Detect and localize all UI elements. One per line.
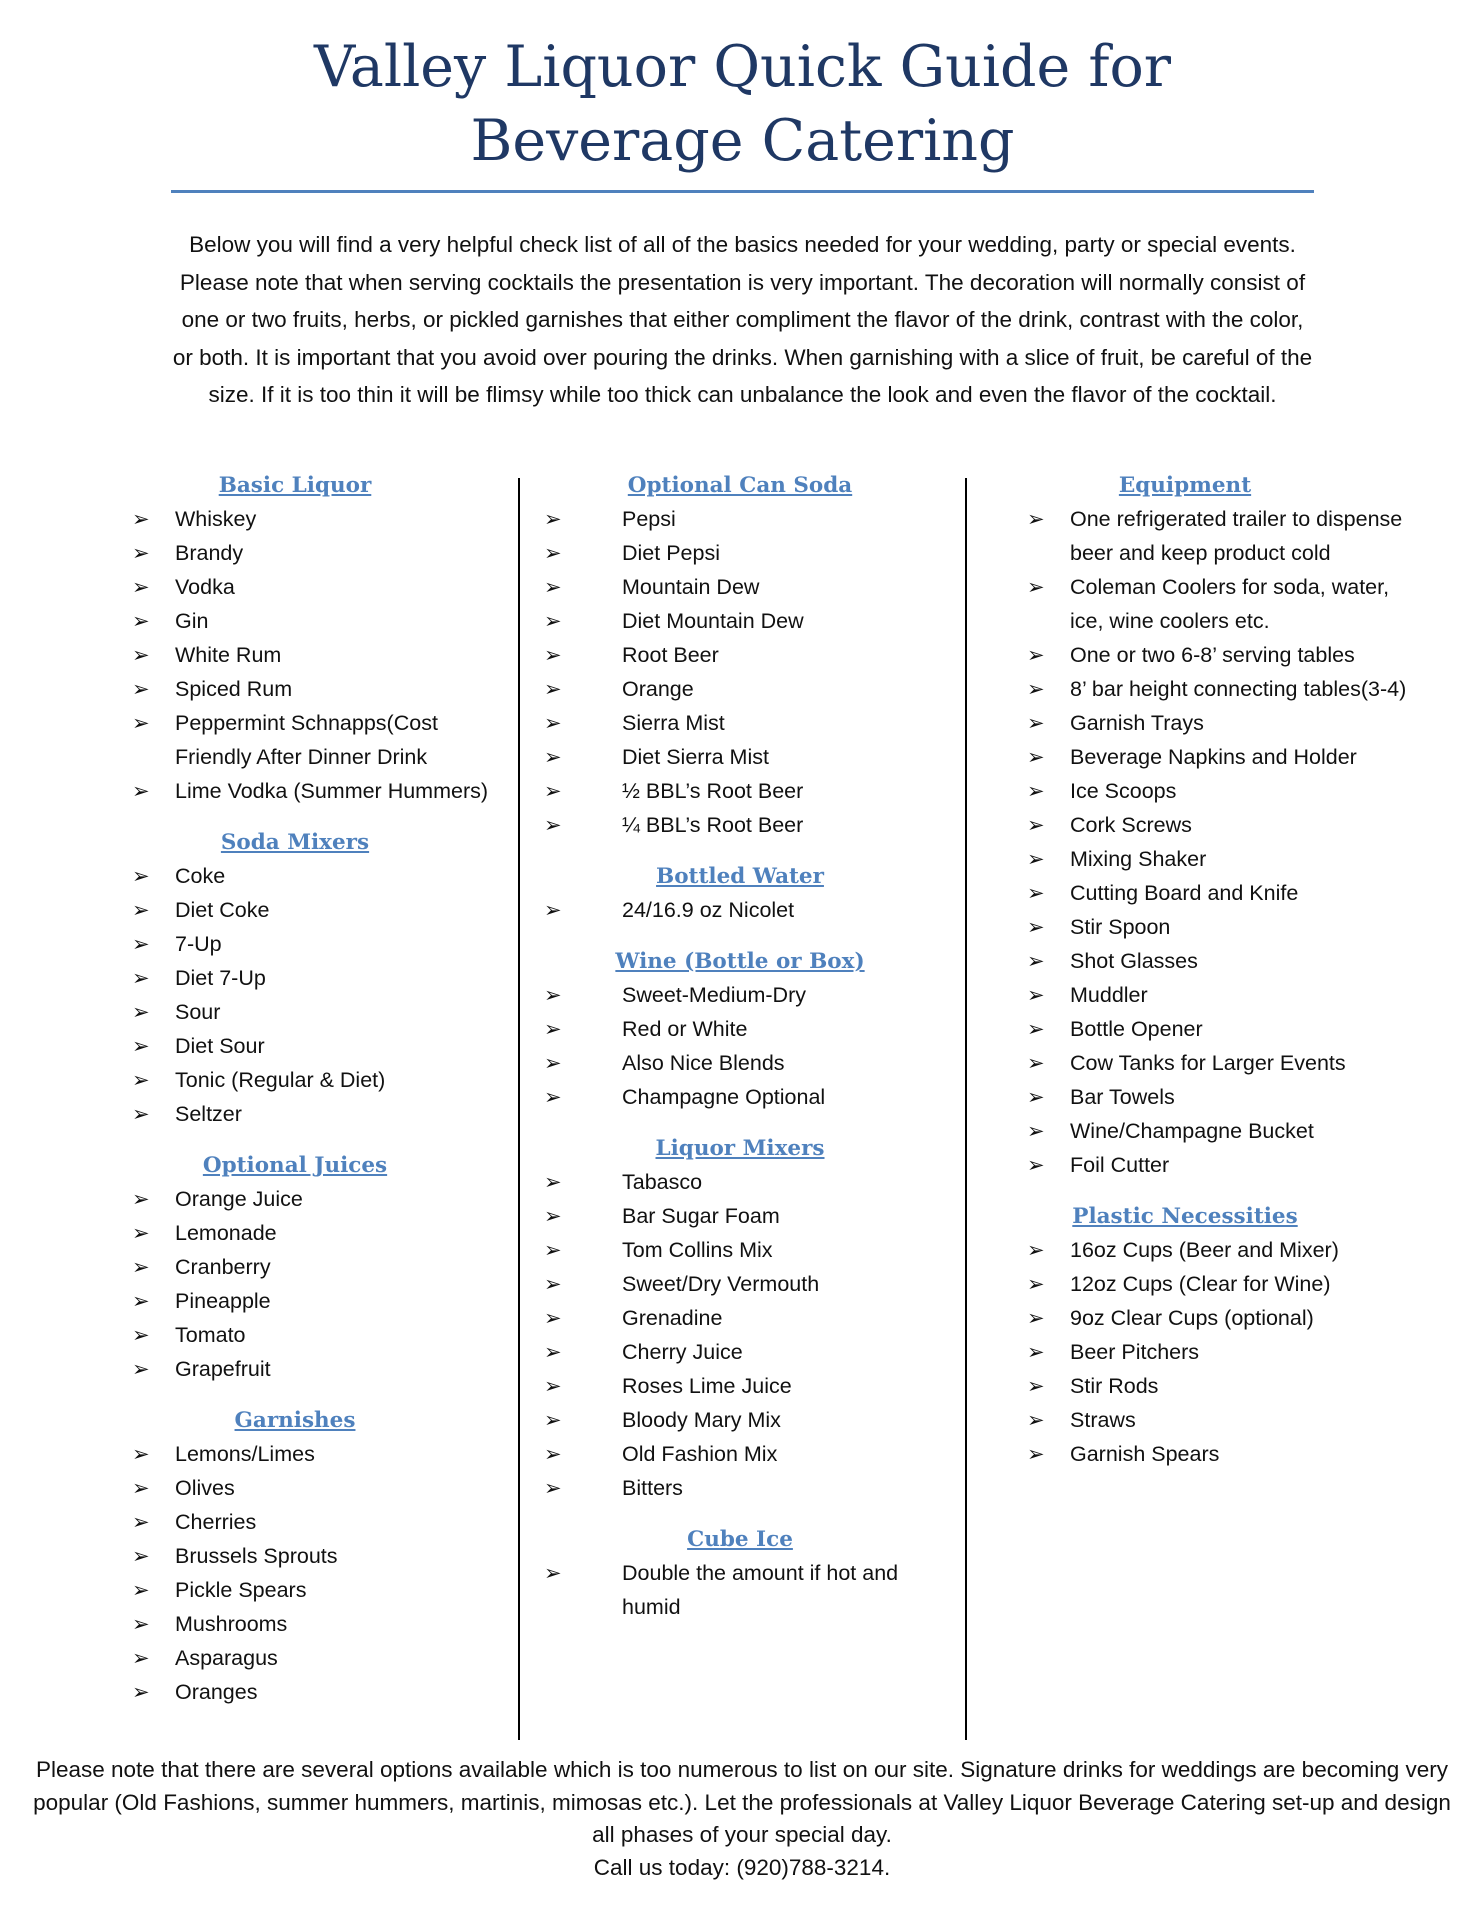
list-item-label: Diet 7-Up xyxy=(175,966,266,990)
section-cube-ice xyxy=(540,1524,960,1624)
list-item-label: Orange xyxy=(622,677,694,701)
section-equipment xyxy=(1025,470,1425,1182)
arrow-bullet-icon: ➢ xyxy=(544,1306,562,1330)
footer-text: Please note that there are several options available which is too numerous to list on our site. Signature drinks for weddings are becoming very popular (Old Fashions, summer hummers, martinis, mimosas etc.). Let the professionals at Valley Liquor Beverage Catering set-up and design all phases of your special day. xyxy=(33,1757,1451,1847)
arrow-bullet-icon: ➢ xyxy=(132,507,150,531)
list-item-label: Muddler xyxy=(1070,983,1148,1007)
list-item-label: Cow Tanks for Larger Events xyxy=(1070,1051,1346,1075)
list-item-label: Diet Sour xyxy=(175,1034,265,1058)
list-item xyxy=(1025,944,1425,978)
list-item-label: Diet Sierra Mist xyxy=(622,745,769,769)
list-item xyxy=(540,1012,960,1046)
intro-paragraph: Below you will find a very helpful check list of all of the basics needed for your wedding, party or special events. Please note that when serving cocktails the presentation is very important. The decoration will normally consist of one or two fruits, herbs, or pickled garnishes that either compliment the flavor of the drink, contrast with the color, or both. It is important that you avoid over pouring the drinks. When garnishing with a slice of fruit, be careful of the size. If it is too thin it will be flimsy while too thick can unbalance the look and even the flavor of the cocktail. xyxy=(172,232,1313,407)
list-item-label: Beverage Napkins and Holder xyxy=(1070,745,1357,769)
arrow-bullet-icon: ➢ xyxy=(132,1510,150,1534)
arrow-bullet-icon: ➢ xyxy=(132,575,150,599)
list-item-label: Bottle Opener xyxy=(1070,1017,1203,1041)
arrow-bullet-icon: ➢ xyxy=(132,1357,150,1381)
list-item-label: Bitters xyxy=(622,1476,683,1500)
arrow-bullet-icon: ➢ xyxy=(132,1646,150,1670)
list-item xyxy=(130,893,510,927)
list-item xyxy=(540,1471,960,1505)
list-item xyxy=(130,1097,510,1131)
arrow-bullet-icon: ➢ xyxy=(544,1408,562,1432)
arrow-bullet-icon: ➢ xyxy=(544,745,562,769)
arrow-bullet-icon: ➢ xyxy=(544,1204,562,1228)
column-divider xyxy=(518,478,520,1740)
arrow-bullet-icon: ➢ xyxy=(132,1578,150,1602)
list-item xyxy=(130,570,510,604)
check-list xyxy=(1025,1233,1425,1471)
arrow-bullet-icon: ➢ xyxy=(1027,881,1045,905)
section-plastic-necessities xyxy=(1025,1201,1425,1471)
arrow-bullet-icon: ➢ xyxy=(544,1476,562,1500)
list-item xyxy=(130,1573,510,1607)
section-optional-can-soda xyxy=(540,470,960,842)
list-item xyxy=(540,1233,960,1267)
list-item xyxy=(130,638,510,672)
arrow-bullet-icon: ➢ xyxy=(132,966,150,990)
arrow-bullet-icon: ➢ xyxy=(1027,1119,1045,1143)
arrow-bullet-icon: ➢ xyxy=(132,1323,150,1347)
list-item xyxy=(540,1335,960,1369)
arrow-bullet-icon: ➢ xyxy=(1027,1340,1045,1364)
arrow-bullet-icon: ➢ xyxy=(1027,1306,1045,1330)
list-item xyxy=(1025,1046,1425,1080)
list-item xyxy=(540,740,960,774)
check-list xyxy=(130,502,510,808)
arrow-bullet-icon: ➢ xyxy=(1027,813,1045,837)
list-item xyxy=(540,978,960,1012)
list-item xyxy=(540,604,960,638)
arrow-bullet-icon: ➢ xyxy=(544,898,562,922)
check-list xyxy=(540,1556,960,1624)
arrow-bullet-icon: ➢ xyxy=(1027,1408,1045,1432)
list-item xyxy=(130,536,510,570)
list-item-label: Beer Pitchers xyxy=(1070,1340,1200,1364)
list-item xyxy=(540,638,960,672)
list-item-label: Asparagus xyxy=(175,1646,278,1670)
arrow-bullet-icon: ➢ xyxy=(544,541,562,565)
list-item xyxy=(540,1199,960,1233)
list-item-label: Ice Scoops xyxy=(1070,779,1177,803)
list-item-label: Cherries xyxy=(175,1510,257,1534)
section-heading: Garnishes xyxy=(234,1408,356,1433)
list-item xyxy=(1025,774,1425,808)
list-item-label: Diet Coke xyxy=(175,898,270,922)
list-item-label: Olives xyxy=(175,1476,235,1500)
list-item-label: 24/16.9 oz Nicolet xyxy=(622,898,795,922)
arrow-bullet-icon: ➢ xyxy=(132,1255,150,1279)
arrow-bullet-icon: ➢ xyxy=(544,1170,562,1194)
list-item-label: Foil Cutter xyxy=(1070,1153,1170,1177)
list-item-label: Straws xyxy=(1070,1408,1136,1432)
arrow-bullet-icon: ➢ xyxy=(132,1000,150,1024)
list-item-label: Tom Collins Mix xyxy=(622,1238,773,1262)
list-item xyxy=(130,1318,510,1352)
list-item-label: Stir Rods xyxy=(1070,1374,1159,1398)
arrow-bullet-icon: ➢ xyxy=(132,1034,150,1058)
check-list xyxy=(130,859,510,1131)
list-item xyxy=(130,1539,510,1573)
list-item-label: Coke xyxy=(175,864,226,888)
list-item-label: Cranberry xyxy=(175,1255,271,1279)
list-item-label: Peppermint Schnapps(Cost Friendly After Dinner Drink xyxy=(175,711,438,769)
section-liquor-mixers xyxy=(540,1133,960,1505)
list-item xyxy=(130,859,510,893)
check-list xyxy=(540,978,960,1114)
list-item xyxy=(540,502,960,536)
list-item-label: 7-Up xyxy=(175,932,222,956)
list-item xyxy=(1025,1148,1425,1182)
list-item xyxy=(540,1301,960,1335)
list-item xyxy=(540,774,960,808)
arrow-bullet-icon: ➢ xyxy=(544,1272,562,1296)
list-item xyxy=(1025,1267,1425,1301)
list-item-label: Lemonade xyxy=(175,1221,277,1245)
list-item xyxy=(540,570,960,604)
arrow-bullet-icon: ➢ xyxy=(132,677,150,701)
arrow-bullet-icon: ➢ xyxy=(544,711,562,735)
list-item-label: Red or White xyxy=(622,1017,748,1041)
arrow-bullet-icon: ➢ xyxy=(1027,643,1045,667)
list-item-label: Sierra Mist xyxy=(622,711,725,735)
list-item-label: Vodka xyxy=(175,575,235,599)
list-item xyxy=(1025,1012,1425,1046)
footer-note xyxy=(30,1754,1454,1884)
arrow-bullet-icon: ➢ xyxy=(1027,779,1045,803)
list-item xyxy=(1025,808,1425,842)
list-item xyxy=(1025,638,1425,672)
list-item-label: Old Fashion Mix xyxy=(622,1442,778,1466)
list-item-label: Sweet-Medium-Dry xyxy=(622,983,806,1007)
list-item xyxy=(130,1352,510,1386)
section-basic-liquor xyxy=(130,470,510,808)
list-item-label: Mountain Dew xyxy=(622,575,760,599)
list-item xyxy=(1025,672,1425,706)
check-list xyxy=(130,1182,510,1386)
list-item-label: 8’ bar height connecting tables(3-4) xyxy=(1070,677,1407,701)
list-item xyxy=(540,808,960,842)
section-heading: Basic Liquor xyxy=(218,473,372,498)
arrow-bullet-icon: ➢ xyxy=(132,932,150,956)
list-item-label: Cutting Board and Knife xyxy=(1070,881,1299,905)
arrow-bullet-icon: ➢ xyxy=(132,898,150,922)
section-wine-bottle-or-box xyxy=(540,946,960,1114)
section-heading: Equipment xyxy=(1118,473,1252,498)
section-heading: Liquor Mixers xyxy=(655,1136,825,1161)
arrow-bullet-icon: ➢ xyxy=(1027,1153,1045,1177)
list-item-label: Bloody Mary Mix xyxy=(622,1408,781,1432)
list-item xyxy=(1025,1233,1425,1267)
check-list xyxy=(130,1437,510,1709)
list-item-label: Bar Sugar Foam xyxy=(622,1204,780,1228)
list-item xyxy=(1025,910,1425,944)
arrow-bullet-icon: ➢ xyxy=(1027,1051,1045,1075)
arrow-bullet-icon: ➢ xyxy=(132,1187,150,1211)
list-item-label: 16oz Cups (Beer and Mixer) xyxy=(1070,1238,1339,1262)
arrow-bullet-icon: ➢ xyxy=(1027,1017,1045,1041)
arrow-bullet-icon: ➢ xyxy=(544,813,562,837)
list-item-label: Wine/Champagne Bucket xyxy=(1070,1119,1314,1143)
list-item xyxy=(130,1675,510,1709)
list-item xyxy=(1025,842,1425,876)
arrow-bullet-icon: ➢ xyxy=(544,1051,562,1075)
list-item-label: Root Beer xyxy=(622,643,719,667)
arrow-bullet-icon: ➢ xyxy=(544,1340,562,1364)
list-item xyxy=(540,1369,960,1403)
list-item-label: Also Nice Blends xyxy=(622,1051,785,1075)
arrow-bullet-icon: ➢ xyxy=(1027,575,1045,599)
section-heading: Soda Mixers xyxy=(220,830,370,855)
list-item-label: Tonic (Regular & Diet) xyxy=(175,1068,386,1092)
list-item xyxy=(1025,740,1425,774)
list-item-label: Pepsi xyxy=(622,507,676,531)
list-item xyxy=(130,502,510,536)
arrow-bullet-icon: ➢ xyxy=(132,779,150,803)
arrow-bullet-icon: ➢ xyxy=(544,643,562,667)
list-item xyxy=(540,1080,960,1114)
arrow-bullet-icon: ➢ xyxy=(132,1068,150,1092)
arrow-bullet-icon: ➢ xyxy=(1027,1374,1045,1398)
list-item-label: Cherry Juice xyxy=(622,1340,743,1364)
column-left xyxy=(130,470,510,1728)
footer-phone: Call us today: (920)788-3214. xyxy=(593,1854,891,1880)
list-item-label: Oranges xyxy=(175,1680,258,1704)
arrow-bullet-icon: ➢ xyxy=(132,609,150,633)
arrow-bullet-icon: ➢ xyxy=(1027,1272,1045,1296)
arrow-bullet-icon: ➢ xyxy=(1027,983,1045,1007)
arrow-bullet-icon: ➢ xyxy=(544,1238,562,1262)
list-item-label: Gin xyxy=(175,609,209,633)
arrow-bullet-icon: ➢ xyxy=(1027,915,1045,939)
arrow-bullet-icon: ➢ xyxy=(132,541,150,565)
list-item-label: Lemons/Limes xyxy=(175,1442,315,1466)
list-item xyxy=(130,1029,510,1063)
column-right xyxy=(1025,470,1425,1490)
list-item-label: Sweet/Dry Vermouth xyxy=(622,1272,820,1296)
list-item-label: Mixing Shaker xyxy=(1070,847,1207,871)
list-item-label: Pineapple xyxy=(175,1289,271,1313)
list-item xyxy=(130,995,510,1029)
list-item xyxy=(130,927,510,961)
list-item-label: Grapefruit xyxy=(175,1357,271,1381)
list-item xyxy=(540,1403,960,1437)
list-item-label: Garnish Spears xyxy=(1070,1442,1220,1466)
arrow-bullet-icon: ➢ xyxy=(544,983,562,1007)
list-item-label: Orange Juice xyxy=(175,1187,303,1211)
list-item xyxy=(1025,1114,1425,1148)
arrow-bullet-icon: ➢ xyxy=(544,507,562,531)
list-item-label: Tabasco xyxy=(622,1170,703,1194)
list-item xyxy=(1025,1437,1425,1471)
list-item xyxy=(130,1250,510,1284)
arrow-bullet-icon: ➢ xyxy=(132,864,150,888)
list-item xyxy=(130,961,510,995)
list-item-label: One refrigerated trailer to dispense beer and keep product cold xyxy=(1070,507,1403,565)
list-item-label: Cork Screws xyxy=(1070,813,1192,837)
list-item-label: Bar Towels xyxy=(1070,1085,1175,1109)
list-item xyxy=(1025,1080,1425,1114)
page-title: Valley Liquor Quick Guide for Beverage Catering xyxy=(313,34,1172,174)
section-optional-juices xyxy=(130,1150,510,1386)
list-item xyxy=(1025,1335,1425,1369)
section-heading: Bottled Water xyxy=(656,864,824,889)
arrow-bullet-icon: ➢ xyxy=(1027,507,1045,531)
list-item xyxy=(1025,1301,1425,1335)
list-item xyxy=(130,604,510,638)
arrow-bullet-icon: ➢ xyxy=(132,1289,150,1313)
arrow-bullet-icon: ➢ xyxy=(1027,745,1045,769)
list-item xyxy=(540,1267,960,1301)
arrow-bullet-icon: ➢ xyxy=(132,711,150,735)
column-middle xyxy=(540,470,960,1643)
arrow-bullet-icon: ➢ xyxy=(1027,949,1045,973)
list-item-label: Diet Pepsi xyxy=(622,541,720,565)
arrow-bullet-icon: ➢ xyxy=(544,1561,562,1585)
arrow-bullet-icon: ➢ xyxy=(132,643,150,667)
list-item xyxy=(540,1046,960,1080)
list-item xyxy=(130,1216,510,1250)
list-item-label: Diet Mountain Dew xyxy=(622,609,804,633)
arrow-bullet-icon: ➢ xyxy=(544,1085,562,1109)
list-item xyxy=(130,706,510,774)
list-item xyxy=(1025,876,1425,910)
list-item xyxy=(130,1471,510,1505)
list-item xyxy=(130,1182,510,1216)
arrow-bullet-icon: ➢ xyxy=(132,1442,150,1466)
arrow-bullet-icon: ➢ xyxy=(1027,677,1045,701)
title-divider xyxy=(171,190,1314,193)
list-item xyxy=(540,1165,960,1199)
check-list xyxy=(540,893,960,927)
arrow-bullet-icon: ➢ xyxy=(544,1374,562,1398)
list-item xyxy=(130,774,510,808)
section-soda-mixers xyxy=(130,827,510,1131)
arrow-bullet-icon: ➢ xyxy=(1027,1085,1045,1109)
list-item xyxy=(540,893,960,927)
list-item-label: White Rum xyxy=(175,643,282,667)
list-item-label: Tomato xyxy=(175,1323,246,1347)
list-item-label: ¼ BBL’s Root Beer xyxy=(622,813,804,837)
arrow-bullet-icon: ➢ xyxy=(1027,1442,1045,1466)
list-item-label: Brandy xyxy=(175,541,244,565)
list-item-label: Champagne Optional xyxy=(622,1085,826,1109)
list-item-label: Mushrooms xyxy=(175,1612,288,1636)
list-item xyxy=(130,1641,510,1675)
list-item-label: Grenadine xyxy=(622,1306,723,1330)
list-item-label: Pickle Spears xyxy=(175,1578,307,1602)
section-heading: Wine (Bottle or Box) xyxy=(615,949,865,974)
list-item xyxy=(1025,978,1425,1012)
section-heading: Optional Can Soda xyxy=(627,473,853,498)
list-item-label: Roses Lime Juice xyxy=(622,1374,792,1398)
list-item-label: Brussels Sprouts xyxy=(175,1544,338,1568)
section-heading: Cube Ice xyxy=(687,1527,793,1552)
section-bottled-water xyxy=(540,861,960,927)
list-item xyxy=(1025,502,1425,570)
list-item xyxy=(540,706,960,740)
list-item-label: Stir Spoon xyxy=(1070,915,1171,939)
arrow-bullet-icon: ➢ xyxy=(1027,1238,1045,1262)
list-item xyxy=(540,1437,960,1471)
list-item xyxy=(130,1607,510,1641)
arrow-bullet-icon: ➢ xyxy=(544,1017,562,1041)
list-item-label: One or two 6-8’ serving tables xyxy=(1070,643,1355,667)
list-item-label: Garnish Trays xyxy=(1070,711,1204,735)
section-heading: Optional Juices xyxy=(202,1153,388,1178)
list-item-label: Sour xyxy=(175,1000,221,1024)
list-item-label: ½ BBL’s Root Beer xyxy=(622,779,804,803)
arrow-bullet-icon: ➢ xyxy=(544,609,562,633)
list-item xyxy=(1025,706,1425,740)
arrow-bullet-icon: ➢ xyxy=(544,575,562,599)
arrow-bullet-icon: ➢ xyxy=(1027,847,1045,871)
list-item xyxy=(540,1556,960,1624)
arrow-bullet-icon: ➢ xyxy=(132,1102,150,1126)
list-item xyxy=(1025,570,1425,638)
arrow-bullet-icon: ➢ xyxy=(1027,711,1045,735)
arrow-bullet-icon: ➢ xyxy=(132,1476,150,1500)
list-item xyxy=(130,1063,510,1097)
arrow-bullet-icon: ➢ xyxy=(544,677,562,701)
arrow-bullet-icon: ➢ xyxy=(132,1680,150,1704)
list-item xyxy=(130,1505,510,1539)
list-item-label: Whiskey xyxy=(175,507,257,531)
list-item xyxy=(1025,1403,1425,1437)
list-item-label: 12oz Cups (Clear for Wine) xyxy=(1070,1272,1331,1296)
check-list xyxy=(540,502,960,842)
section-garnishes xyxy=(130,1405,510,1709)
list-item xyxy=(130,1284,510,1318)
list-item xyxy=(540,536,960,570)
arrow-bullet-icon: ➢ xyxy=(132,1544,150,1568)
section-heading: Plastic Necessities xyxy=(1072,1204,1298,1229)
list-item-label: Lime Vodka (Summer Hummers) xyxy=(175,779,489,803)
list-item-label: Double the amount if hot and humid xyxy=(622,1561,899,1619)
list-item xyxy=(130,672,510,706)
list-item-label: 9oz Clear Cups (optional) xyxy=(1070,1306,1314,1330)
arrow-bullet-icon: ➢ xyxy=(132,1612,150,1636)
check-list xyxy=(1025,502,1425,1182)
arrow-bullet-icon: ➢ xyxy=(132,1221,150,1245)
list-item xyxy=(1025,1369,1425,1403)
list-item xyxy=(130,1437,510,1471)
arrow-bullet-icon: ➢ xyxy=(544,1442,562,1466)
list-item-label: Seltzer xyxy=(175,1102,242,1126)
list-item-label: Coleman Coolers for soda, water, ice, wine coolers etc. xyxy=(1070,575,1390,633)
list-item xyxy=(540,672,960,706)
list-item-label: Shot Glasses xyxy=(1070,949,1198,973)
arrow-bullet-icon: ➢ xyxy=(544,779,562,803)
check-list xyxy=(540,1165,960,1505)
column-divider xyxy=(965,478,967,1740)
list-item-label: Spiced Rum xyxy=(175,677,293,701)
